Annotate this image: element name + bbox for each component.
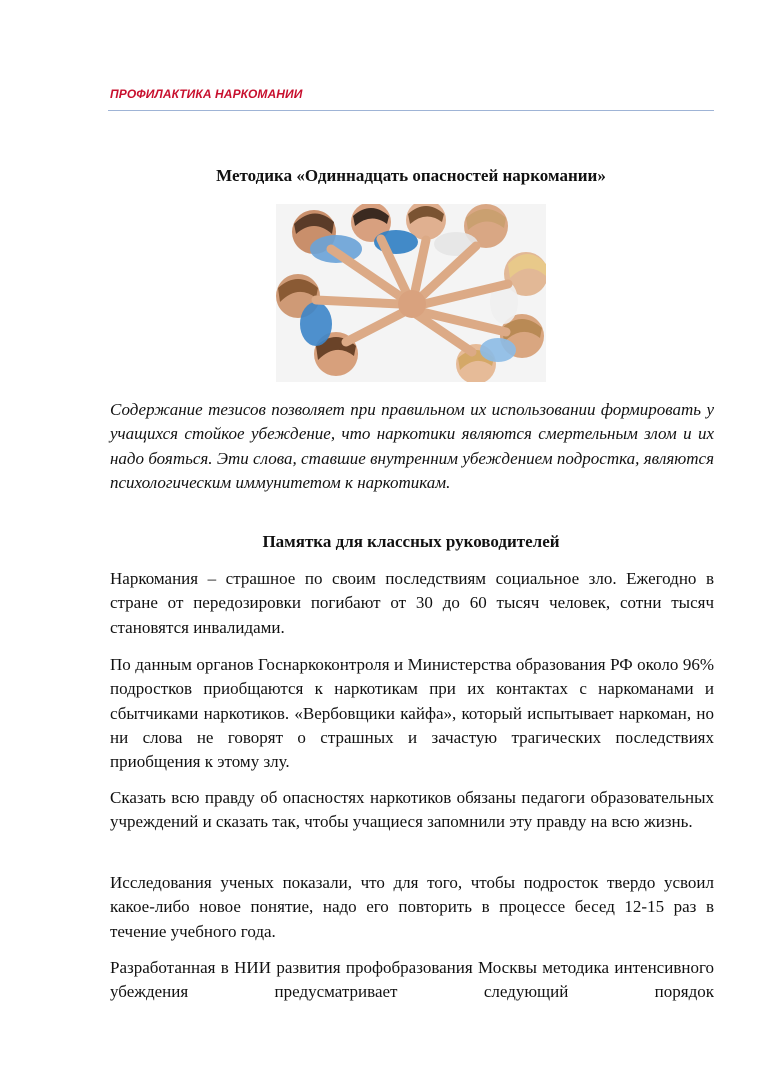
section-subtitle: Памятка для классных руководителей [262,532,560,551]
paragraph: Исследования ученых показали, что для того, чтобы подросток твердо усвоил какое-либо новое понятие, надо его повторить в процессе бесед 12-15 раз в течение учебного года. [110,873,714,941]
intro-paragraph: Содержание тезисов позволяет при правильном их использовании формировать у учащихся стойкое убеждение, что наркотики являются смертельным злом и их надо бояться. Эти слова, ставшие внутренним убеждением подростка, являются психологическим иммунитетом к наркотикам. [110,400,714,492]
paragraph: Наркомания – страшное по своим последствиям социальное зло. Ежегодно в стране от передозировки погибают от 30 до 60 тысяч человек, сотни тысяч становятся инвалидами. [110,569,714,637]
paragraph: Сказать всю правду об опасностях наркотиков обязаны педагоги образовательных учреждений и сказать так, чтобы учащиеся запомнили эту правду на всю жизнь. [110,788,714,832]
document-title: Методика «Одиннадцать опасностей наркомании» [216,166,606,185]
group-hands-photo [276,204,546,382]
header-divider [108,110,714,111]
paragraph: Разработанная в НИИ развития профобразования Москвы методика интенсивного убеждения предусматривает следующий порядок [110,958,714,1002]
paragraph: По данным органов Госнаркоконтроля и Министерства образования РФ около 96% подростков приобщаются к наркотикам при их контактах с наркоманами и сбытчиками наркотиков. «Вербовщики кайфа», который испытывает наркоман, но ни слова не говорят о страшных и зачастую трагических последствиях приобщения к этому злу. [110,655,714,772]
page-header-title: ПРОФИЛАКТИКА НАРКОМАНИИ [110,87,303,101]
